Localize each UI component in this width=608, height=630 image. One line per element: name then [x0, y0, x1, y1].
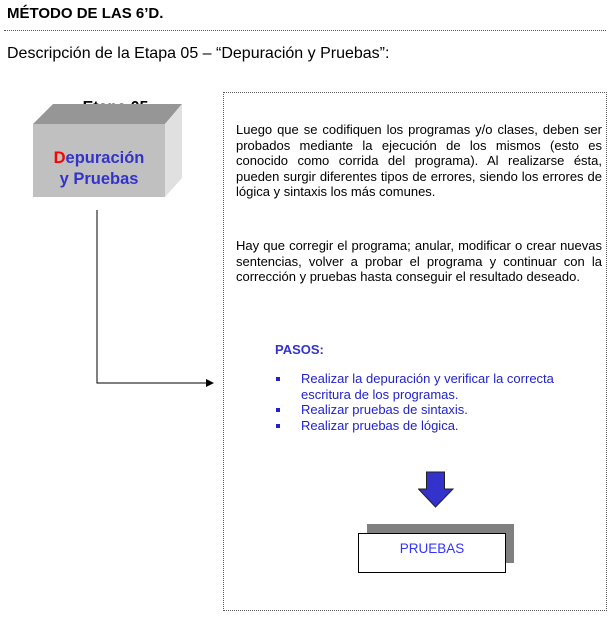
list-item: Realizar pruebas de lógica.	[275, 418, 605, 434]
list-item: Realizar pruebas de sintaxis.	[275, 402, 605, 418]
stage-name-line1: epuración	[65, 149, 145, 167]
description-paragraph-2: Hay que corregir el programa; anular, modificar o crear nuevas sentencias, volver a probar el programa y continuar con la corrección y pruebas hasta conseguir el resultado deseado.	[236, 238, 602, 284]
steps-title: PASOS:	[275, 342, 324, 357]
stage-name-initial: D	[53, 149, 66, 167]
description-paragraph-1: Luego que se codifiquen los programas y/o clases, deben ser probados mediante la ejecución de los mismos (esto es conocido como corrida del programa). Al realizarse ésta, pueden surgir diferentes tipos de errores, siendo los errores de lógica y sintaxis los más comunes.	[236, 122, 602, 199]
list-item: Realizar la depuración y verificar la correcta escritura de los programas.	[275, 371, 605, 402]
result-box: PRUEBAS	[358, 533, 506, 573]
section-subtitle: Descripción de la Etapa 05 – “Depuración y Pruebas”:	[7, 45, 390, 62]
steps-list	[275, 371, 605, 433]
connector-arrow	[0, 0, 230, 400]
document-title: MÉTODO DE LAS 6’D.	[7, 5, 164, 22]
stage-name-line2: y Pruebas	[59, 170, 139, 188]
down-arrow-icon	[418, 471, 456, 509]
